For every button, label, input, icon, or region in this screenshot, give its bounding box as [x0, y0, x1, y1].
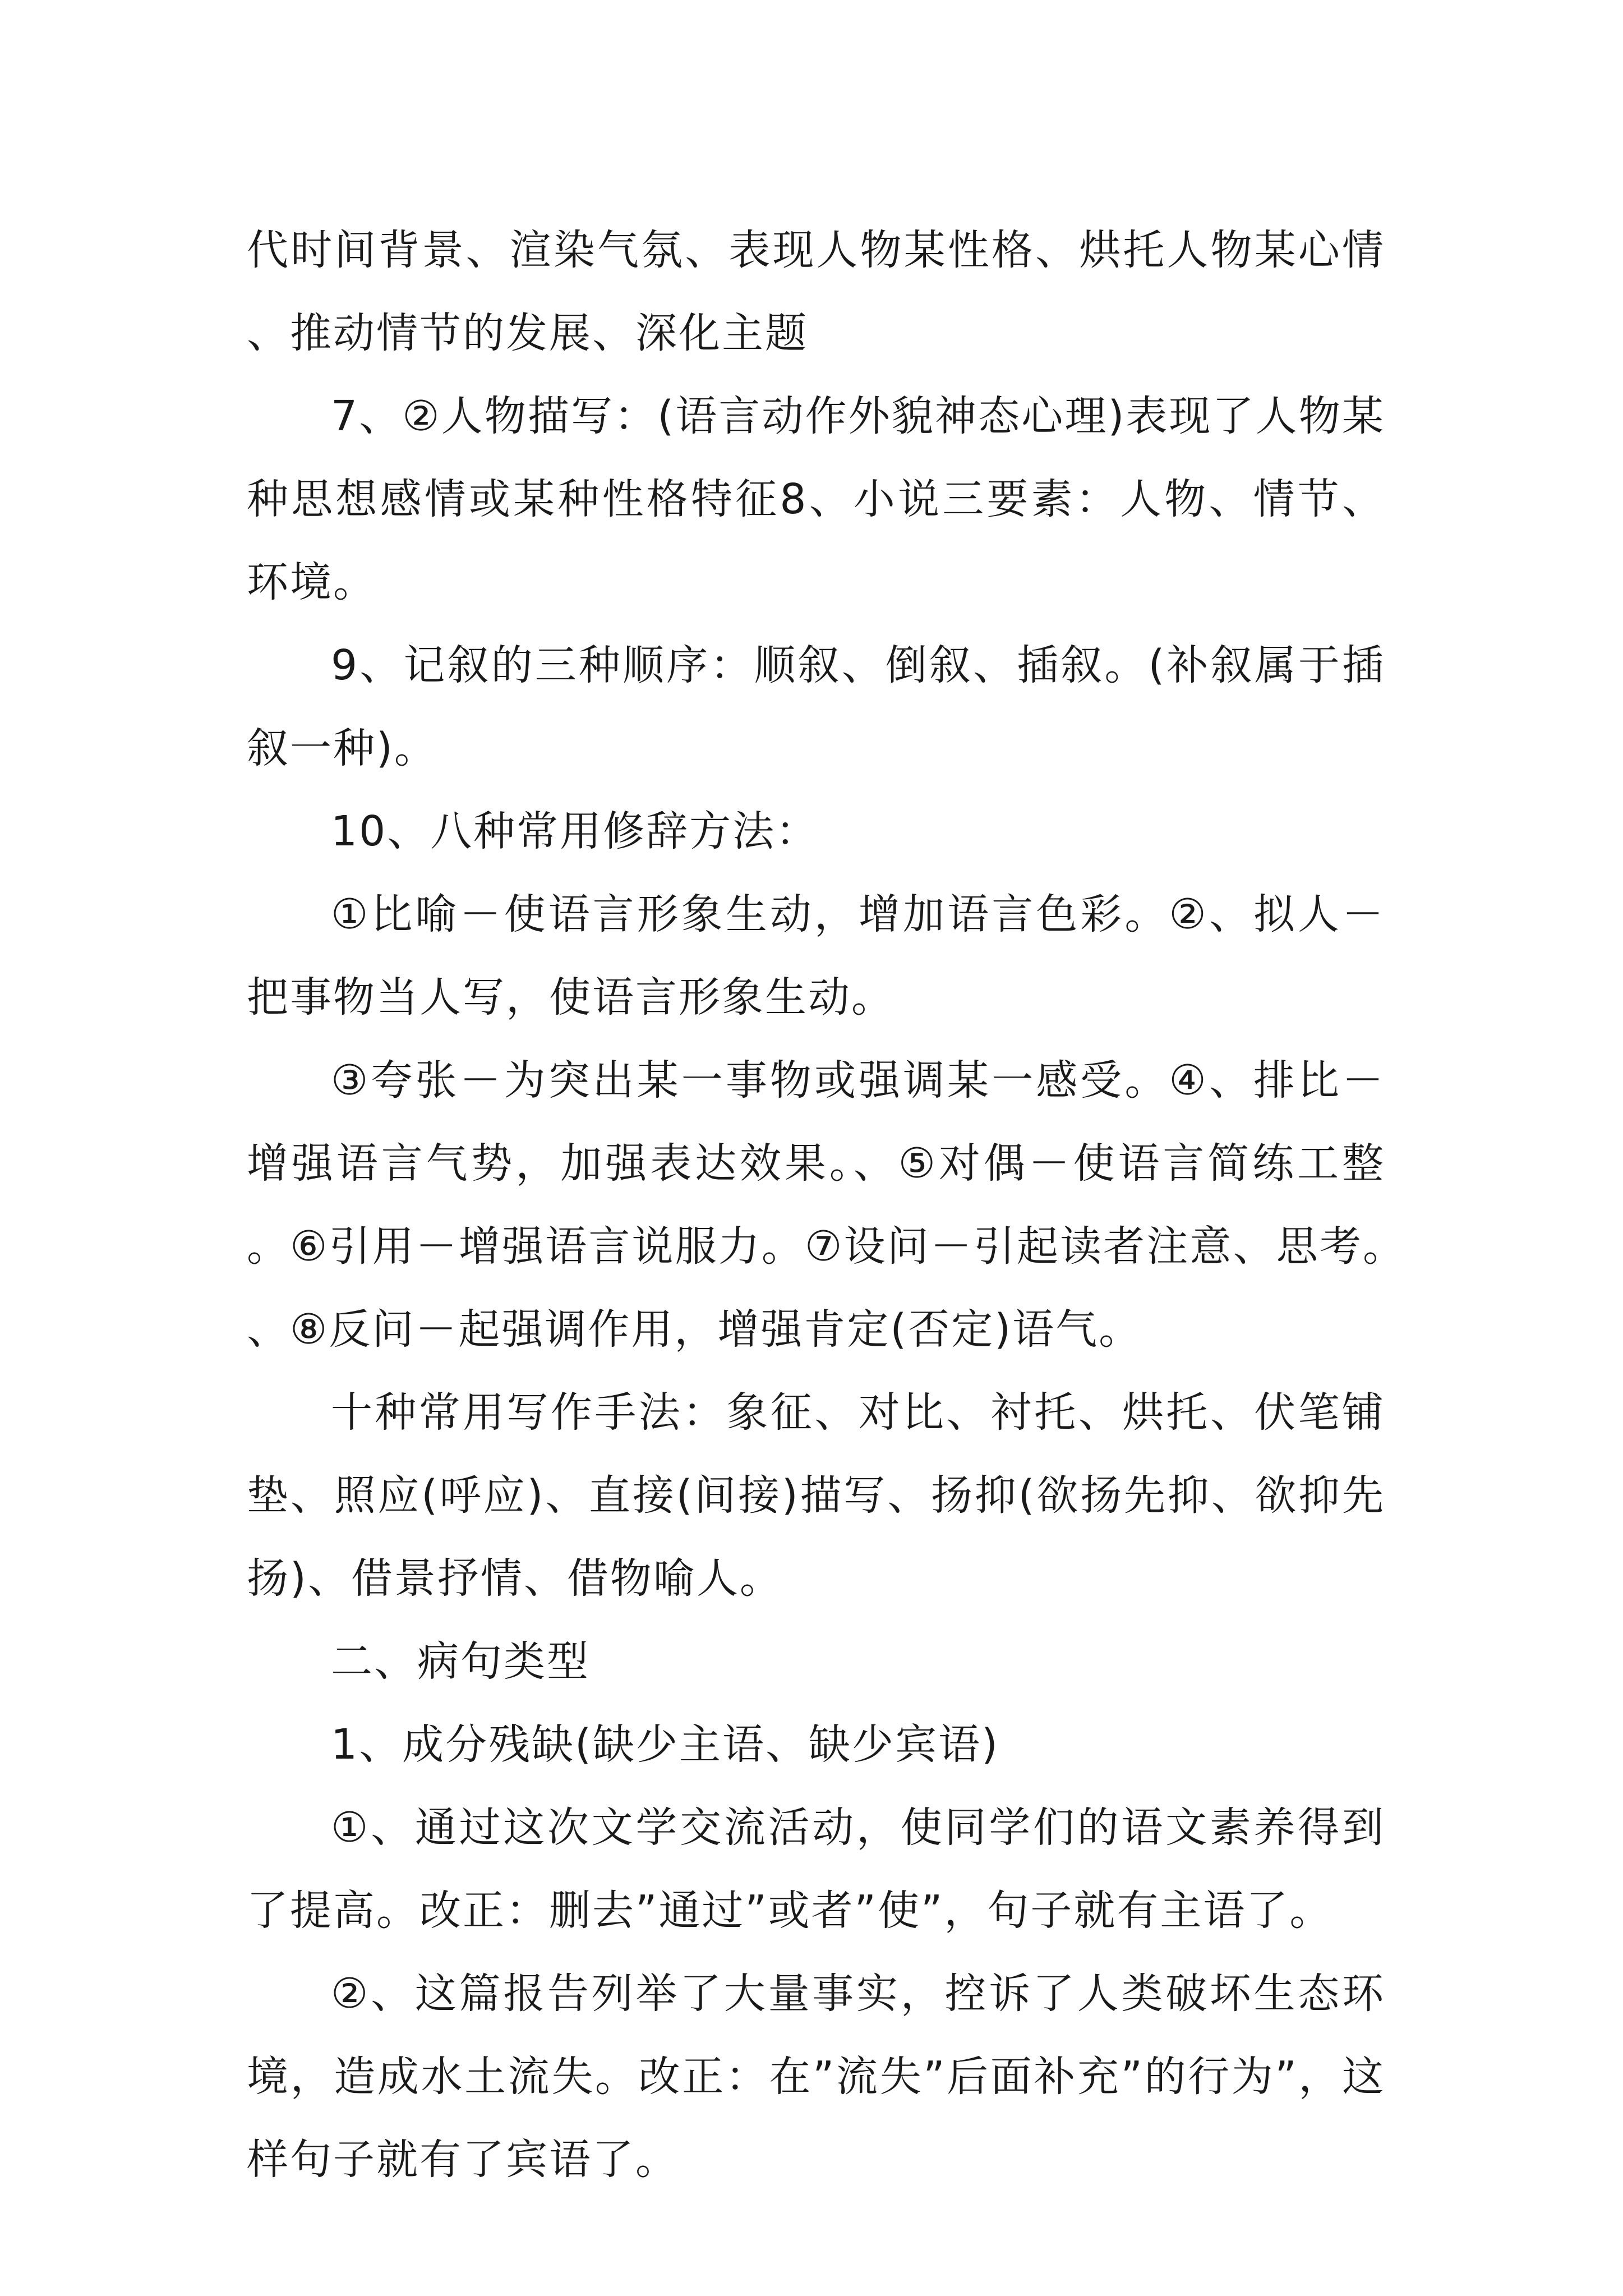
paragraph-3: 9、记叙的三种顺序：顺叙、倒叙、插叙。(补叙属于插叙一种)。: [247, 641, 1385, 772]
paragraph-1: 代时间背景、渲染气氛、表现人物某性格、烘托人物某心情、推动情节的发展、深化主题: [247, 226, 1385, 357]
paragraph-9: 1、成分残缺(缺少主语、缺少宾语): [331, 1720, 999, 1769]
paragraph-5: ①比喻－使语言形象生动，增加语言色彩。②、拟人－把事物当人写，使语言形象生动。: [247, 890, 1385, 1022]
paragraph-2: 7、②人物描写：(语言动作外貌神态心理)表现了人物某种思想感情或某种性格特征8、小说三要素：人物、情节、环境。: [247, 392, 1385, 606]
section-heading: 二、病句类型: [331, 1637, 590, 1686]
paragraph-7: 十种常用写作手法：象征、对比、衬托、烘托、伏笔铺垫、照应(呼应)、直接(间接)描写、扬抑(欲扬先抑、欲抑先扬)、借景抒情、借物喻人。: [247, 1388, 1385, 1603]
paragraph-6: ③夸张－为突出某一事物或强调某一感受。④、排比－增强语言气势，加强表达效果。、⑤对偶－使语言简练工整。⑥引用－增强语言说服力。⑦设问－引起读者注意、思考。、⑧反问－起强调作用，增强肯定(否定)语气。: [247, 1056, 1385, 1354]
document-body: [247, 209, 1385, 2201]
paragraph-4: 10、八种常用修辞方法：: [331, 807, 819, 855]
paragraph-11: ②、这篇报告列举了大量事实，控诉了人类破坏生态环境，造成水土流失。改正：在”流失”后面补充”的行为”，这样句子就有了宾语了。: [247, 1970, 1385, 2184]
paragraph-10: ①、通过这次文学交流活动，使同学们的语文素养得到了提高。改正：删去”通过”或者”使”，句子就有主语了。: [247, 1803, 1385, 1935]
